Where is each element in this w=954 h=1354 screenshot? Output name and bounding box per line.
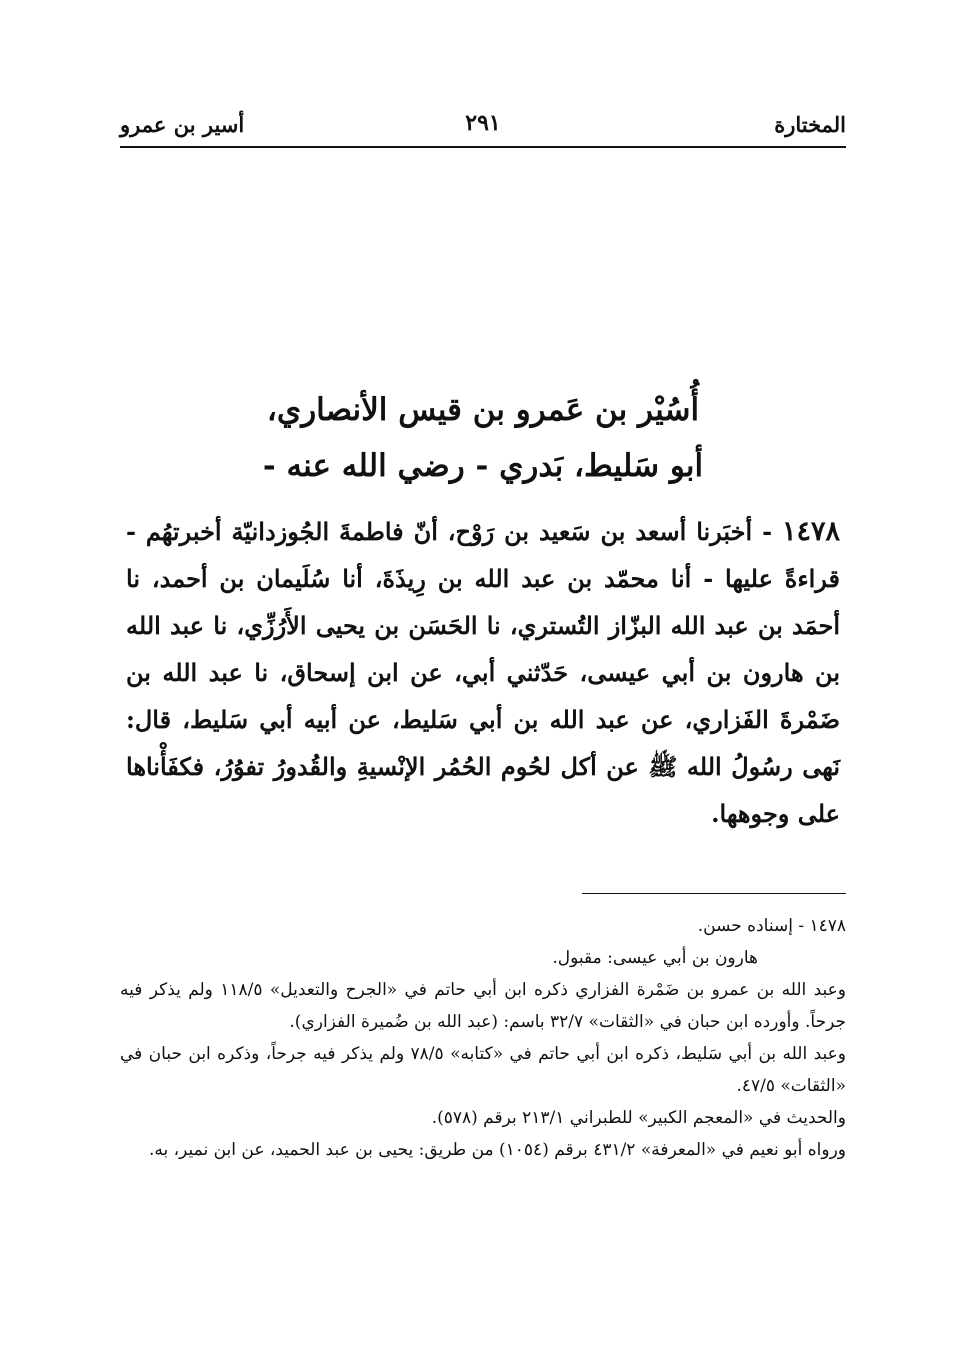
page-number: ٢٩١ [465,110,501,136]
section-title: أسير بن عمرو [120,112,245,137]
footnote-line: وعبد الله بن أبي سَليط، ذكره ابن أبي حاتم في «كتابه» ٧٨/٥ ولم يذكر فيه جرحاً، وذكره ابن حبان في «الثقات» ٤٧/٥. [120,1044,846,1096]
running-header [120,108,846,148]
footnote-divider [582,893,846,894]
hadith-body: - أخبَرنا أسعد بن سَعيد بن رَوْح، أنّ فاطمةَ الجُوزدانيّة أخبرتهُم - قراءةً عليها - أنا محمّد بن عبد الله بن رِيذَةَ، أنا سُلَيمان بن أحمد، نا أحمَد بن عبد الله البزّاز التُستري، نا الحَسَن بن يحيى الأَرُزِّي، نا عبد الله بن هارون بن أبي عيسى، حَدّثني أبي، عن ابن إسحاق، نا عبد الله بن ضَمْرةَ الفَزاري، عن عبد الله بن أبي سَليط، عن أبيه أبي سَليط، قال: نَهى رسُولُ الله ﷺ عن أكل لحُوم الحُمُر الإنْسيةِ والقُدورُ تفوُرُ، فكفَأْناها على وجوهها. [126,517,841,828]
hadith-text [126,508,840,837]
header-divider [120,146,846,148]
footnote-line: ورواه أبو نعيم في «المعرفة» ٤٣١/٢ برقم (١٠٥٤) من طريق: يحيى بن عبد الحميد، عن ابن نمير، به. [148,1140,846,1160]
footnote-line: والحديث في «المعجم الكبير» للطبراني ٢١٣/١ برقم (٥٧٨). [431,1108,846,1128]
footnote-heading: ١٤٧٨ - إسناده حسن. [697,916,846,936]
footnote-line: وعبد الله بن عمرو بن ضَمْرة الفزاري ذكره ابن أبي حاتم في «الجرح والتعديل» ١١٨/٥ ولم يذكر فيه جرحاً. وأورده ابن حبان في «الثقات» ٣٢/٧ باسم: (عبد الله بن ضُميرة الفزاري). [120,980,846,1032]
book-title: المختارة [774,112,846,137]
hadith-number: ١٤٧٨ [781,516,840,547]
chapter-heading-line-1: أُسُيْر بن عَمرو بن قيس الأنصاري، [266,392,700,428]
chapter-heading [120,382,846,494]
footnotes [120,910,846,1166]
footnote-line: هارون بن أبي عيسى: مقبول. [552,948,758,968]
chapter-heading-line-2: أبو سَليط، بَدري - رضي الله عنه - [262,448,704,484]
